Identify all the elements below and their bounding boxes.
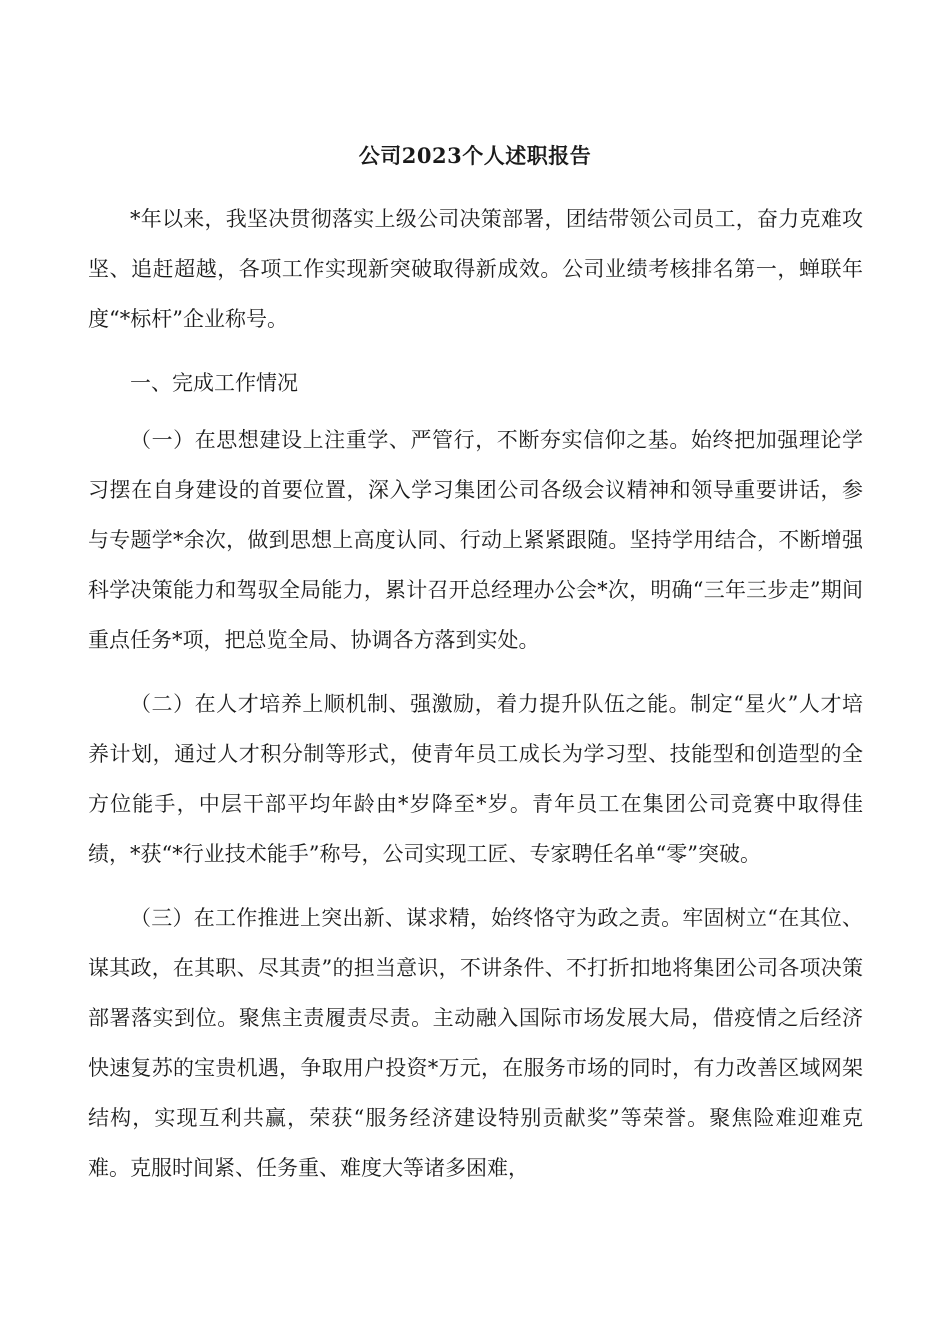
paragraph-ideology: （一）在思想建设上注重学、严管行，不断夯实信仰之基。始终把加强理论学习摆在自身建设的首要位置，深入学习集团公司各级会议精神和领导重要讲话，参与专题学*余次，做到思想上高度认同、行动上紧紧跟随。坚持学用结合，不断增强科学决策能力和驾驭全局能力，累计召开总经理办公会*次，明确“三年三步走”期间重点任务*项，把总览全局、协调各方落到实处。 (88, 428, 863, 652)
paragraph-talent: （二）在人才培养上顺机制、强激励，着力提升队伍之能。制定“星火”人才培养计划，通过人才积分制等形式，使青年员工成长为学习型、技能型和创造型的全方位能手，中层干部平均年龄由*岁降至*岁。青年员工在集团公司竞赛中取得佳绩，*获“*行业技术能手”称号，公司实现工匠、专家聘任名单“零”突破。 (88, 692, 863, 866)
document-title: 公司2023个人述职报告 (358, 143, 592, 168)
paragraph-work: （三）在工作推进上突出新、谋求精，始终恪守为政之责。牢固树立“在其位、谋其政，在其职、尽其责”的担当意识，不讲条件、不打折扣地将集团公司各项决策部署落实到位。聚焦主责履责尽责。主动融入国际市场发展大局，借疫情之后经济快速复苏的宝贵机遇，争取用户投资*万元，在服务市场的同时，有力改善区域网架结构，实现互利共赢，荣获“服务经济建设特别贡献奖”等荣誉。聚焦险难迎难克难。克服时间紧、任务重、难度大等诸多困难， (88, 906, 863, 1180)
section-heading: 一、完成工作情况 (130, 371, 298, 395)
intro-paragraph: *年以来，我坚决贯彻落实上级公司决策部署，团结带领公司员工，奋力克难攻坚、追赶超越，各项工作实现新突破取得新成效。公司业绩考核排名第一，蝉联年度“*标杆”企业称号。 (88, 207, 863, 331)
document-body (88, 194, 863, 1207)
